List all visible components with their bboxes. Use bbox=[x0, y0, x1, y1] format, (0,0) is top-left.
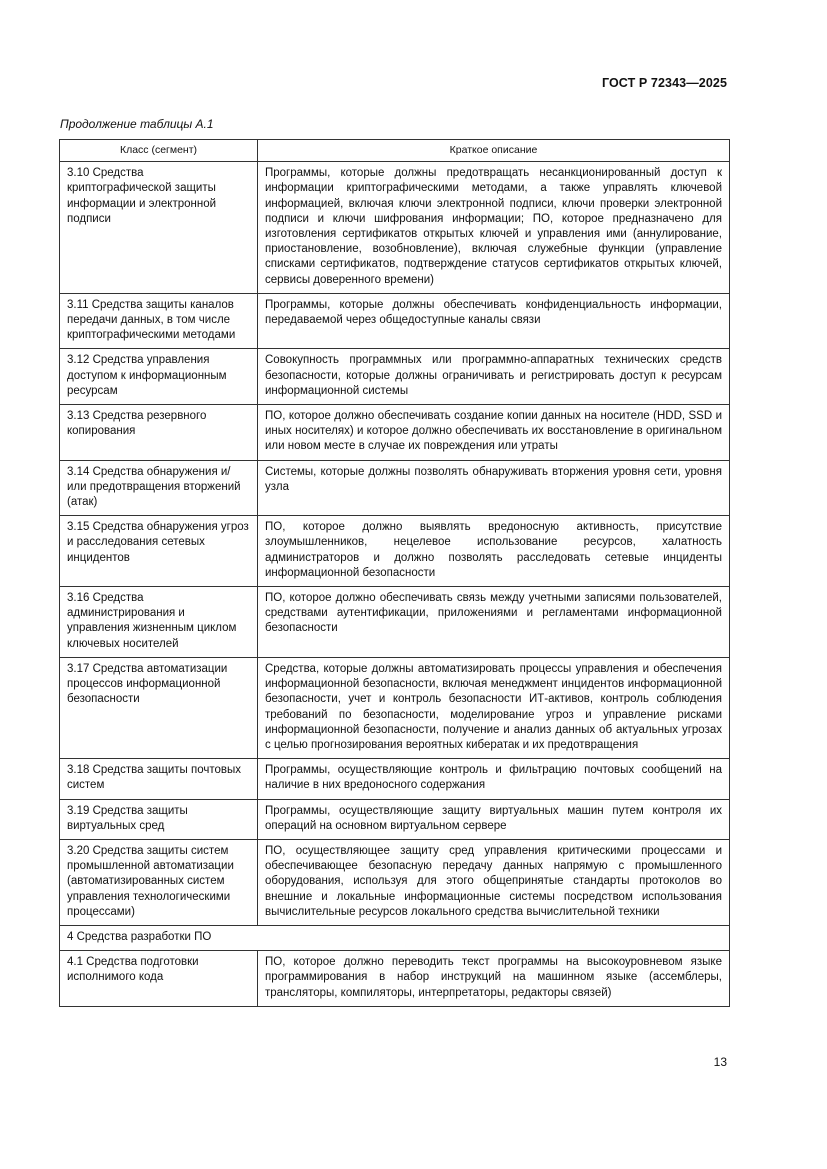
table-row bbox=[60, 587, 730, 658]
class-cell: 3.14 Средства обнаружения и/или предотвращения вторжений (атак) bbox=[60, 460, 258, 516]
column-header-class: Класс (сегмент) bbox=[60, 140, 258, 162]
class-cell: 3.16 Средства администрирования и управления жизненным циклом ключевых носителей bbox=[60, 587, 258, 658]
description-cell: Совокупность программных или программно-аппаратных технических средств безопасности, которые должны ограничивать и регистрировать доступ к ресурсам информационной системы bbox=[258, 349, 730, 405]
section-heading: 4 Средства разработки ПО bbox=[60, 925, 730, 950]
table-row bbox=[60, 460, 730, 516]
class-cell: 4.1 Средства подготовки исполнимого кода bbox=[60, 951, 258, 1007]
table-row bbox=[60, 516, 730, 587]
class-cell: 3.18 Средства защиты почтовых систем bbox=[60, 759, 258, 799]
page-number: 13 bbox=[713, 1055, 727, 1069]
table-caption: Продолжение таблицы А.1 bbox=[60, 117, 214, 131]
table-row bbox=[60, 759, 730, 799]
class-cell: 3.13 Средства резервного копирования bbox=[60, 405, 258, 461]
description-cell: Программы, которые должны обеспечивать конфиденциальность информации, передаваемой через общедоступные каналы связи bbox=[258, 293, 730, 349]
class-cell: 3.19 Средства защиты виртуальных сред bbox=[60, 799, 258, 839]
class-cell: 3.11 Средства защиты каналов передачи данных, в том числе криптографическими методами bbox=[60, 293, 258, 349]
description-cell: Программы, осуществляющие защиту виртуальных машин путем контроля их операций на основном виртуальном сервере bbox=[258, 799, 730, 839]
class-cell: 3.20 Средства защиты систем промышленной автоматизации (автоматизированных систем управления технологическими процессами) bbox=[60, 839, 258, 925]
description-cell: Программы, которые должны предотвращать несанкционированный доступ к информации криптографическими методами, а также управлять ключевой информацией, включая ключи электронной подписи, ключи проверки электронной подписи и ключи шифрования информации; ПО, которое предназначено для изготовления сертификатов открытых ключей и управления ими (аннулирование, приостановление, возобновление), включая служебные функции (управление списками сертификатов, подтверждение статусов сертификатов открытых ключей, сервисы доверенного времени) bbox=[258, 162, 730, 294]
table-row bbox=[60, 799, 730, 839]
description-cell: Системы, которые должны позволять обнаруживать вторжения уровня сети, уровня узла bbox=[258, 460, 730, 516]
section-header-row bbox=[60, 925, 730, 950]
table-row bbox=[60, 657, 730, 758]
table-row bbox=[60, 839, 730, 925]
table-row bbox=[60, 293, 730, 349]
table-row bbox=[60, 951, 730, 1007]
document-standard-id: ГОСТ Р 72343—2025 bbox=[601, 76, 727, 90]
class-cell: 3.10 Средства криптографической защиты информации и электронной подписи bbox=[60, 162, 258, 294]
table-row bbox=[60, 162, 730, 294]
description-cell: ПО, осуществляющее защиту сред управления критическими процессами и обеспечивающее безопасную передачу данных напрямую с промышленного оборудования, используя для этого общепринятые стандарты протоколов во внешние и локальные информационные системы посредством использования вычислительные ресурсов локального средства вычислительной техники bbox=[258, 839, 730, 925]
description-cell: Программы, осуществляющие контроль и фильтрацию почтовых сообщений на наличие в них вредоносного содержания bbox=[258, 759, 730, 799]
class-cell: 3.12 Средства управления доступом к информационным ресурсам bbox=[60, 349, 258, 405]
column-header-description: Краткое описание bbox=[258, 140, 730, 162]
description-cell: ПО, которое должно переводить текст программы на высокоуровневом языке программирования в набор инструкций на машинном языке (ассемблеры, трансляторы, компиляторы, интерпретаторы, редакторы связей) bbox=[258, 951, 730, 1007]
description-cell: Средства, которые должны автоматизировать процессы управления и обеспечения информационной безопасности, включая менеджмент инцидентов информационной безопасности, учет и контроль безопасности ИТ-активов, контроль соблюдения требований по безопасности, моделирование угроз и управление рисками информационной безопасности, получение и анализ данных об актуальных угрозах с целью прогнозирования вероятных кибератак и их предотвращения bbox=[258, 657, 730, 758]
description-cell: ПО, которое должно обеспечивать создание копии данных на носителе (HDD, SSD и иных носителях) и которое должно обеспечивать их восстановление в оригинальном или новом месте в случае их повреждения или утраты bbox=[258, 405, 730, 461]
class-cell: 3.17 Средства автоматизации процессов информационной безопасности bbox=[60, 657, 258, 758]
table-row bbox=[60, 349, 730, 405]
description-cell: ПО, которое должно выявлять вредоносную активность, присутствие злоумышленников, нецелевое использование ресурсов, халатность администраторов и должно позволять расследовать сетевые инциденты информационной безопасности bbox=[258, 516, 730, 587]
description-cell: ПО, которое должно обеспечивать связь между учетными записями пользователей, средствами аутентификации, приложениями и регламентами информационной безопасности bbox=[258, 587, 730, 658]
class-cell: 3.15 Средства обнаружения угроз и расследования сетевых инцидентов bbox=[60, 516, 258, 587]
classification-table bbox=[59, 139, 730, 1007]
table-header-row bbox=[60, 140, 730, 162]
table-row bbox=[60, 405, 730, 461]
